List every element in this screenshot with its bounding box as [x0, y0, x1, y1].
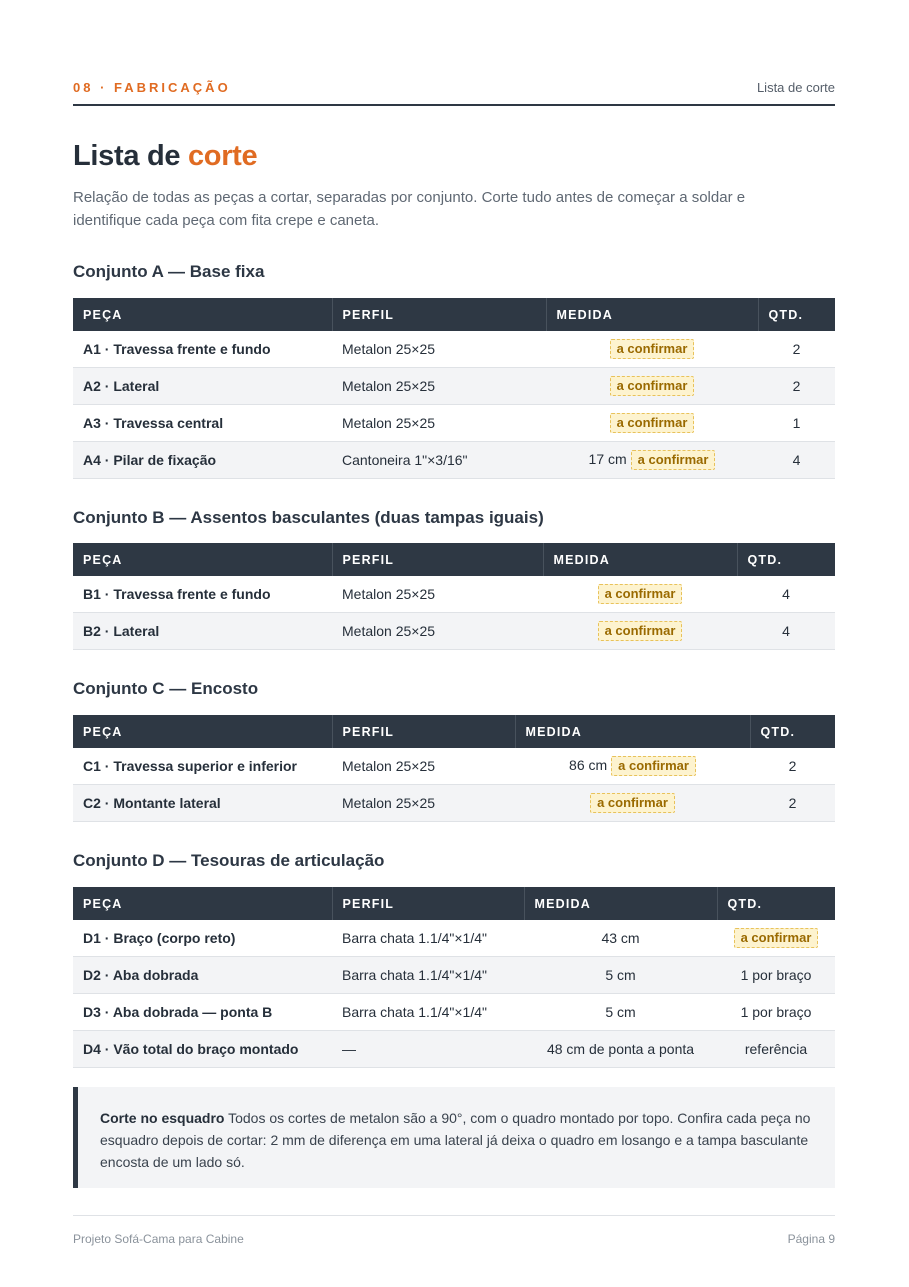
pending-badge: a confirmar — [734, 928, 819, 948]
piece-cell: B1 · Travessa frente e fundo — [73, 576, 332, 613]
profile-cell: Metalon 25×25 — [332, 405, 546, 442]
cut-table-d — [73, 887, 835, 1068]
piece-cell: A3 · Travessa central — [73, 405, 332, 442]
measure-cell — [543, 613, 737, 650]
table-header-row — [73, 298, 835, 331]
profile-cell: — — [332, 1031, 524, 1068]
piece-cell: D2 · Aba dobrada — [73, 957, 332, 994]
profile-cell: Cantoneira 1"×3/16" — [332, 442, 546, 479]
table-row — [73, 331, 835, 368]
page-header — [73, 80, 835, 106]
piece-cell: A4 · Pilar de fixação — [73, 442, 332, 479]
measure-cell — [546, 368, 758, 405]
measure-cell — [546, 331, 758, 368]
qty-cell: 1 por braço — [717, 994, 835, 1031]
piece-cell: A1 · Travessa frente e fundo — [73, 331, 332, 368]
measure-cell: 5 cm — [524, 994, 717, 1031]
qty-cell — [717, 920, 835, 957]
qty-cell: referência — [717, 1031, 835, 1068]
col-qty: QTD. — [717, 887, 835, 920]
cut-table-a — [73, 298, 835, 479]
qty-cell: 2 — [750, 785, 835, 822]
piece-cell: D1 · Braço (corpo reto) — [73, 920, 332, 957]
intro-paragraph: Relação de todas as peças a cortar, separadas por conjunto. Corte tudo antes de começar a soldar e identifique cada peça com fita crepe e caneta. — [73, 189, 746, 229]
table-header-row — [73, 715, 835, 748]
col-profile: PERFIL — [332, 887, 524, 920]
piece-cell: C2 · Montante lateral — [73, 785, 332, 822]
pending-badge: a confirmar — [610, 413, 695, 433]
qty-cell: 1 — [758, 405, 835, 442]
profile-cell: Metalon 25×25 — [332, 613, 543, 650]
col-profile: PERFIL — [332, 543, 543, 576]
col-measure: MEDIDA — [543, 543, 737, 576]
table-row — [73, 368, 835, 405]
group-title-b: Conjunto B — Assentos basculantes (duas tampas iguais) — [73, 508, 544, 527]
col-measure: MEDIDA — [524, 887, 717, 920]
measure-cell — [515, 785, 750, 822]
qty-cell: 4 — [737, 613, 835, 650]
profile-cell: Metalon 25×25 — [332, 748, 515, 785]
col-qty: QTD. — [758, 298, 835, 331]
piece-cell: D4 · Vão total do braço montado — [73, 1031, 332, 1068]
measure-cell: 48 cm de ponta a ponta — [524, 1031, 717, 1068]
profile-cell: Metalon 25×25 — [332, 331, 546, 368]
cut-table-c — [73, 715, 835, 822]
qty-cell: 4 — [758, 442, 835, 479]
table-row — [73, 405, 835, 442]
col-measure: MEDIDA — [515, 715, 750, 748]
table-row — [73, 442, 835, 479]
col-qty: QTD. — [737, 543, 835, 576]
piece-cell: B2 · Lateral — [73, 613, 332, 650]
footer-divider — [73, 1215, 835, 1216]
measure-value: 86 cm — [569, 757, 608, 773]
group-title-d: Conjunto D — Tesouras de articulação — [73, 851, 385, 870]
col-qty: QTD. — [750, 715, 835, 748]
table-row — [73, 785, 835, 822]
callout-note — [73, 1087, 835, 1188]
qty-cell: 4 — [737, 576, 835, 613]
measure-cell: 43 cm — [524, 920, 717, 957]
pending-badge: a confirmar — [631, 450, 716, 470]
pending-badge: a confirmar — [598, 621, 683, 641]
table-row — [73, 613, 835, 650]
profile-cell: Metalon 25×25 — [332, 785, 515, 822]
table-header-row — [73, 887, 835, 920]
chapter-label: 08 · FABRICAÇÃO — [73, 80, 231, 95]
section-label: Lista de corte — [756, 80, 835, 95]
table-row — [73, 1031, 835, 1068]
profile-cell: Barra chata 1.1/4"×1/4" — [332, 994, 524, 1031]
col-profile: PERFIL — [332, 715, 515, 748]
piece-cell: C1 · Travessa superior e inferior — [73, 748, 332, 785]
pending-badge: a confirmar — [611, 756, 696, 776]
table-row — [73, 957, 835, 994]
group-title-c: Conjunto C — Encosto — [73, 679, 259, 698]
pending-badge: a confirmar — [590, 793, 675, 813]
col-measure: MEDIDA — [546, 298, 758, 331]
col-profile: PERFIL — [332, 298, 546, 331]
pending-badge: a confirmar — [610, 339, 695, 359]
measure-value: 17 cm — [588, 451, 627, 467]
profile-cell: Metalon 25×25 — [332, 368, 546, 405]
qty-cell: 2 — [758, 331, 835, 368]
profile-cell: Barra chata 1.1/4"×1/4" — [332, 920, 524, 957]
callout-text: Todos os cortes de metalon são a 90°, com o quadro montado por topo. Confira cada peça no esquadro depois de cortar: 2 mm de diferença em uma lateral já deixa o quadro em losango e a tampa basculante encosta de um lado só. — [100, 1110, 811, 1170]
page-title — [73, 140, 257, 173]
qty-cell: 2 — [758, 368, 835, 405]
qty-cell: 2 — [750, 748, 835, 785]
measure-cell: 5 cm — [524, 957, 717, 994]
footer-project: Projeto Sofá-Cama para Cabine — [73, 1232, 244, 1246]
measure-cell — [546, 442, 758, 479]
col-piece: PEÇA — [73, 715, 332, 748]
col-piece: PEÇA — [73, 298, 332, 331]
profile-cell: Metalon 25×25 — [332, 576, 543, 613]
table-row — [73, 994, 835, 1031]
piece-cell: D3 · Aba dobrada — ponta B — [73, 994, 332, 1031]
title-accent: corte — [187, 140, 258, 172]
col-piece: PEÇA — [73, 887, 332, 920]
group-title-a: Conjunto A — Base fixa — [73, 262, 265, 281]
table-row — [73, 748, 835, 785]
cut-table-b — [73, 543, 835, 650]
measure-cell — [515, 748, 750, 785]
table-row — [73, 576, 835, 613]
measure-cell — [543, 576, 737, 613]
pending-badge: a confirmar — [598, 584, 683, 604]
qty-cell: 1 por braço — [717, 957, 835, 994]
title-main: Lista de — [73, 140, 188, 172]
footer-page-number: Página 9 — [787, 1232, 835, 1246]
pending-badge: a confirmar — [610, 376, 695, 396]
callout-label: Corte no esquadro — [100, 1110, 225, 1126]
col-piece: PEÇA — [73, 543, 332, 576]
table-header-row — [73, 543, 835, 576]
piece-cell: A2 · Lateral — [73, 368, 332, 405]
measure-cell — [546, 405, 758, 442]
table-row — [73, 920, 835, 957]
profile-cell: Barra chata 1.1/4"×1/4" — [332, 957, 524, 994]
